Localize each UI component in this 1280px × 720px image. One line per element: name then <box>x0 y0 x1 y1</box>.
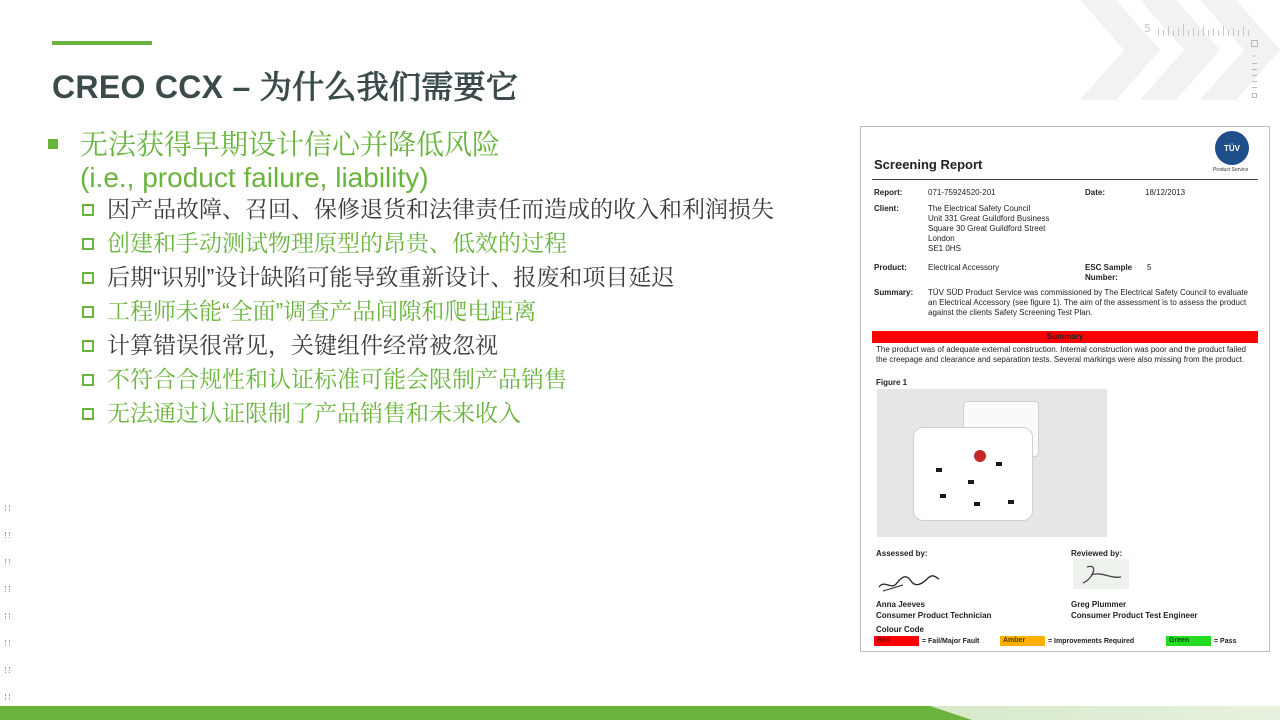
footer-notch-decoration <box>930 694 1280 720</box>
colour-code-label: Colour Code <box>876 625 924 634</box>
sub-bullet-item: 因产品故障、召回、保修退货和法律责任而造成的收入和利润损失 <box>82 196 838 222</box>
report-title: Screening Report <box>874 157 983 172</box>
main-bullet-subtext: (i.e., product failure, liability) <box>80 162 429 193</box>
sample-label: ESC Sample Number: <box>1085 263 1133 282</box>
sub-bullet-item: 不符合合规性和认证标准可能会限制产品销售 <box>82 366 838 392</box>
hollow-square-bullet-icon <box>82 340 94 352</box>
sub-bullet-list <box>48 196 838 426</box>
assessor-name: Anna Jeeves <box>876 600 925 609</box>
legend-amber-swatch: Amber <box>1000 636 1045 646</box>
screening-report-image <box>860 126 1270 652</box>
report-divider <box>872 179 1258 180</box>
sub-bullet-item: 后期“识别”设计缺陷可能导致重新设计、报废和项目延迟 <box>82 264 838 290</box>
summary-value: TÜV SÜD Product Service was commissioned by The Electrical Safety Council to evaluate an Electrical Accessory (see figure 1). The aim of the assessment is to assess the product against the clients Safety Screening Test Plan. <box>928 288 1248 317</box>
client-label: Client: <box>874 204 899 213</box>
main-bullet-text: 无法获得早期设计信心并降低风险 <box>80 129 501 160</box>
square-bullet-icon <box>48 139 58 149</box>
sub-bullet-item: 无法通过认证限制了产品销售和未来收入 <box>82 400 838 426</box>
sub-bullet-item: 创建和手动测试物理原型的昂贵、低效的过程 <box>82 230 838 256</box>
summary-text: The product was of adequate external construction. Internal construction was poor and the product failed the creepage and clearance and separation tests. Several markings were also missing from the product. <box>876 345 1246 364</box>
main-bullet <box>48 128 838 194</box>
hollow-square-bullet-icon <box>82 408 94 420</box>
legend-green: Green = Pass <box>1166 636 1236 646</box>
report-label: Report: <box>874 188 903 197</box>
legend-red-swatch: Red <box>874 636 919 646</box>
reviewed-by-label: Reviewed by: <box>1071 549 1123 558</box>
assessed-by-label: Assessed by: <box>876 549 928 558</box>
signature-plummer-icon <box>1073 559 1129 589</box>
product-value: Electrical Accessory <box>928 263 1000 272</box>
vertical-indicator-decoration: ⌄ <box>1250 40 1258 98</box>
assessor-role: Consumer Product Technician <box>876 611 992 620</box>
hollow-square-bullet-icon <box>82 306 94 318</box>
report-number: 071-75924520-201 <box>928 188 996 197</box>
hollow-square-bullet-icon <box>82 374 94 386</box>
hollow-square-bullet-icon <box>82 272 94 284</box>
client-address: The Electrical Safety Council Unit 331 Great Guildford Business Square 30 Great Guildford Street London SE1 0HS <box>928 204 1050 253</box>
reviewer-role: Consumer Product Test Engineer <box>1071 611 1198 620</box>
sub-bullet-item: 计算错误很常见，关键组件经常被忽视 <box>82 332 838 358</box>
sample-value: 5 <box>1147 263 1152 272</box>
signature-jeeves-icon <box>875 565 945 595</box>
legend-amber: Amber = Improvements Required <box>1000 636 1134 646</box>
slide-title: CREO CCX – 为什么我们需要它 <box>52 69 519 105</box>
date-label: Date: <box>1085 188 1106 197</box>
socket-photo <box>877 389 1107 537</box>
legend-green-swatch: Green <box>1166 636 1211 646</box>
sub-bullet-item: 工程师未能“全面”调查产品间隙和爬电距离 <box>82 298 838 324</box>
summary-bar: Summary <box>872 331 1258 343</box>
date-value: 18/12/2013 <box>1145 188 1186 197</box>
tick-ruler-decoration <box>1158 24 1249 36</box>
left-dot-decoration <box>5 505 10 700</box>
title-accent-bar <box>52 41 152 45</box>
tuv-logo-subtitle: Product Service <box>1213 167 1249 173</box>
legend-red: Red = Fail/Major Fault <box>874 636 979 646</box>
hollow-square-bullet-icon <box>82 204 94 216</box>
figure-label: Figure 1 <box>876 378 908 387</box>
bullet-list <box>48 128 838 434</box>
page-number: 5 <box>1144 22 1151 35</box>
reviewer-name: Greg Plummer <box>1071 600 1127 609</box>
hollow-square-bullet-icon <box>82 238 94 250</box>
summary-label: Summary: <box>874 288 914 297</box>
tuv-logo-icon: TÜV <box>1215 131 1249 165</box>
product-label: Product: <box>874 263 907 272</box>
